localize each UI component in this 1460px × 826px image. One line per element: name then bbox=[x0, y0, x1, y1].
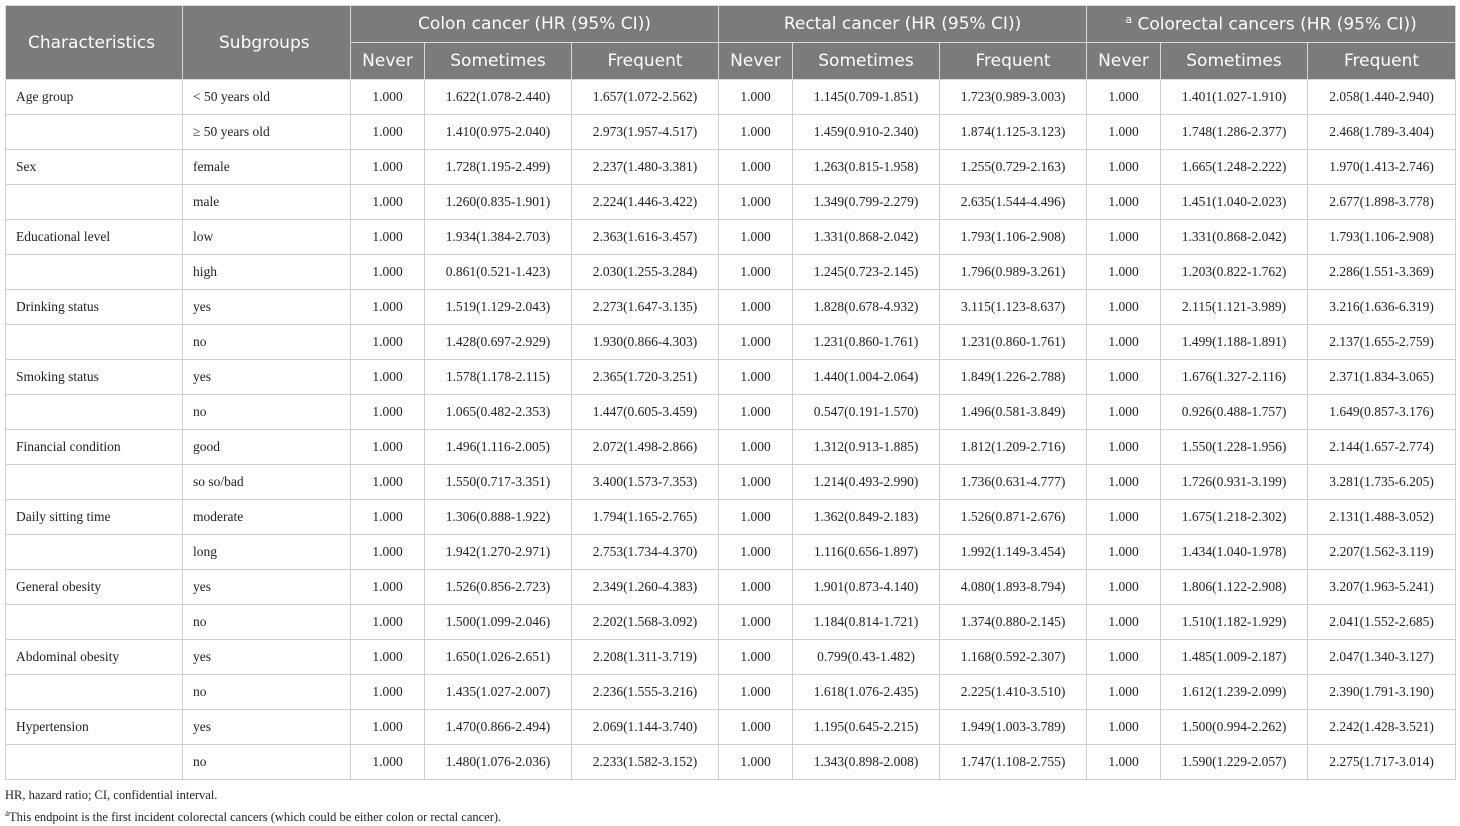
cell-value: 2.349(1.260-4.383) bbox=[572, 570, 719, 605]
cell-value: 1.500(0.994-2.262) bbox=[1161, 710, 1308, 745]
cell-value: 1.000 bbox=[719, 150, 793, 185]
cell-value: 1.849(1.226-2.788) bbox=[940, 360, 1087, 395]
cell-value: 0.861(0.521-1.423) bbox=[425, 255, 572, 290]
cell-value: 1.065(0.482-2.353) bbox=[425, 395, 572, 430]
cell-value: 1.736(0.631-4.777) bbox=[940, 465, 1087, 500]
cell-value: 1.116(0.656-1.897) bbox=[793, 535, 940, 570]
header-colorectal-sometimes: Sometimes bbox=[1161, 43, 1308, 80]
cell-value: 1.942(1.270-2.971) bbox=[425, 535, 572, 570]
cell-value: 1.434(1.040-1.978) bbox=[1161, 535, 1308, 570]
cell-characteristic bbox=[6, 535, 183, 570]
cell-value: 2.030(1.255-3.284) bbox=[572, 255, 719, 290]
cell-value: 1.245(0.723-2.145) bbox=[793, 255, 940, 290]
cell-value: 1.806(1.122-2.908) bbox=[1161, 570, 1308, 605]
cell-value: 3.216(1.636-6.319) bbox=[1308, 290, 1456, 325]
cell-value: 1.000 bbox=[719, 640, 793, 675]
cell-value: 1.428(0.697-2.929) bbox=[425, 325, 572, 360]
cell-value: 1.590(1.229-2.057) bbox=[1161, 745, 1308, 780]
cell-characteristic bbox=[6, 745, 183, 780]
header-colorectal bbox=[1087, 6, 1456, 43]
cell-value: 1.665(1.248-2.222) bbox=[1161, 150, 1308, 185]
cell-value: 1.000 bbox=[1087, 220, 1161, 255]
cell-value: 1.000 bbox=[1087, 535, 1161, 570]
cell-value: 1.000 bbox=[1087, 745, 1161, 780]
cell-value: 1.519(1.129-2.043) bbox=[425, 290, 572, 325]
cell-value: 1.000 bbox=[719, 80, 793, 115]
cell-characteristic: Age group bbox=[6, 80, 183, 115]
footnote-abbreviations: HR, hazard ratio; CI, confidential interval. bbox=[5, 788, 218, 802]
cell-characteristic bbox=[6, 255, 183, 290]
cell-value: 1.812(1.209-2.716) bbox=[940, 430, 1087, 465]
cell-subgroup: female bbox=[183, 150, 351, 185]
cell-value: 2.207(1.562-3.119) bbox=[1308, 535, 1456, 570]
cell-value: 1.000 bbox=[1087, 430, 1161, 465]
cell-characteristic bbox=[6, 325, 183, 360]
cell-value: 1.510(1.182-1.929) bbox=[1161, 605, 1308, 640]
cell-value: 1.612(1.239-2.099) bbox=[1161, 675, 1308, 710]
table-row bbox=[6, 605, 1456, 640]
cell-value: 1.934(1.384-2.703) bbox=[425, 220, 572, 255]
table-row bbox=[6, 255, 1456, 290]
table-row bbox=[6, 220, 1456, 255]
cell-value: 1.000 bbox=[1087, 290, 1161, 325]
cell-value: 2.365(1.720-3.251) bbox=[572, 360, 719, 395]
cell-value: 1.000 bbox=[351, 570, 425, 605]
cell-value: 1.618(1.076-2.435) bbox=[793, 675, 940, 710]
cell-characteristic bbox=[6, 675, 183, 710]
cell-value: 1.992(1.149-3.454) bbox=[940, 535, 1087, 570]
cell-value: 2.468(1.789-3.404) bbox=[1308, 115, 1456, 150]
table-body bbox=[6, 80, 1456, 780]
cell-value: 1.260(0.835-1.901) bbox=[425, 185, 572, 220]
cell-value: 1.000 bbox=[1087, 465, 1161, 500]
cell-value: 1.728(1.195-2.499) bbox=[425, 150, 572, 185]
cell-value: 1.000 bbox=[1087, 185, 1161, 220]
cell-value: 2.115(1.121-3.989) bbox=[1161, 290, 1308, 325]
cell-value: 1.550(1.228-1.956) bbox=[1161, 430, 1308, 465]
cell-value: 1.000 bbox=[351, 115, 425, 150]
header-rectal-frequent: Frequent bbox=[940, 43, 1087, 80]
cell-value: 2.047(1.340-3.127) bbox=[1308, 640, 1456, 675]
header-row-1 bbox=[6, 6, 1456, 43]
cell-value: 1.793(1.106-2.908) bbox=[1308, 220, 1456, 255]
cell-value: 1.000 bbox=[1087, 325, 1161, 360]
header-rectal-never: Never bbox=[719, 43, 793, 80]
cell-value: 1.401(1.027-1.910) bbox=[1161, 80, 1308, 115]
cell-characteristic: Daily sitting time bbox=[6, 500, 183, 535]
footnote-note: This endpoint is the first incident colorectal cancers (which could be either colon or rectal cancer). bbox=[9, 810, 502, 825]
cell-subgroup: good bbox=[183, 430, 351, 465]
cell-value: 1.793(1.106-2.908) bbox=[940, 220, 1087, 255]
cell-value: 1.306(0.888-1.922) bbox=[425, 500, 572, 535]
cell-value: 1.459(0.910-2.340) bbox=[793, 115, 940, 150]
cell-value: 0.547(0.191-1.570) bbox=[793, 395, 940, 430]
cell-value: 1.000 bbox=[1087, 675, 1161, 710]
cell-value: 1.000 bbox=[1087, 395, 1161, 430]
cell-subgroup: yes bbox=[183, 290, 351, 325]
cell-value: 1.526(0.871-2.676) bbox=[940, 500, 1087, 535]
hazard-ratio-table bbox=[5, 5, 1456, 780]
cell-value: 1.000 bbox=[719, 290, 793, 325]
cell-value: 2.137(1.655-2.759) bbox=[1308, 325, 1456, 360]
cell-value: 1.526(0.856-2.723) bbox=[425, 570, 572, 605]
cell-value: 1.747(1.108-2.755) bbox=[940, 745, 1087, 780]
cell-value: 0.926(0.488-1.757) bbox=[1161, 395, 1308, 430]
cell-value: 1.255(0.729-2.163) bbox=[940, 150, 1087, 185]
footnotes bbox=[5, 786, 1455, 826]
cell-value: 1.000 bbox=[351, 360, 425, 395]
cell-value: 1.203(0.822-1.762) bbox=[1161, 255, 1308, 290]
cell-value: 1.949(1.003-3.789) bbox=[940, 710, 1087, 745]
cell-value: 1.000 bbox=[719, 395, 793, 430]
cell-value: 1.000 bbox=[351, 395, 425, 430]
table-row bbox=[6, 80, 1456, 115]
header-characteristics: Characteristics bbox=[6, 6, 183, 80]
cell-value: 1.000 bbox=[719, 220, 793, 255]
header-colon-sometimes: Sometimes bbox=[425, 43, 572, 80]
cell-value: 2.058(1.440-2.940) bbox=[1308, 80, 1456, 115]
cell-characteristic: Educational level bbox=[6, 220, 183, 255]
cell-value: 2.273(1.647-3.135) bbox=[572, 290, 719, 325]
cell-value: 1.231(0.860-1.761) bbox=[793, 325, 940, 360]
cell-value: 1.499(1.188-1.891) bbox=[1161, 325, 1308, 360]
cell-value: 1.263(0.815-1.958) bbox=[793, 150, 940, 185]
cell-subgroup: long bbox=[183, 535, 351, 570]
cell-value: 1.000 bbox=[351, 500, 425, 535]
cell-value: 1.331(0.868-2.042) bbox=[793, 220, 940, 255]
cell-characteristic bbox=[6, 115, 183, 150]
cell-value: 1.451(1.040-2.023) bbox=[1161, 185, 1308, 220]
cell-value: 1.000 bbox=[719, 430, 793, 465]
cell-value: 1.000 bbox=[1087, 360, 1161, 395]
cell-value: 1.485(1.009-2.187) bbox=[1161, 640, 1308, 675]
cell-value: 1.410(0.975-2.040) bbox=[425, 115, 572, 150]
cell-value: 3.281(1.735-6.205) bbox=[1308, 465, 1456, 500]
cell-subgroup: no bbox=[183, 745, 351, 780]
header-colon-never: Never bbox=[351, 43, 425, 80]
table-row bbox=[6, 115, 1456, 150]
cell-value: 1.349(0.799-2.279) bbox=[793, 185, 940, 220]
cell-value: 1.000 bbox=[351, 535, 425, 570]
cell-value: 1.000 bbox=[1087, 150, 1161, 185]
cell-value: 1.828(0.678-4.932) bbox=[793, 290, 940, 325]
table-row bbox=[6, 640, 1456, 675]
cell-value: 1.000 bbox=[719, 115, 793, 150]
cell-value: 1.000 bbox=[719, 605, 793, 640]
cell-subgroup: ≥ 50 years old bbox=[183, 115, 351, 150]
header-subgroups: Subgroups bbox=[183, 6, 351, 80]
cell-value: 1.000 bbox=[719, 325, 793, 360]
cell-value: 1.000 bbox=[719, 675, 793, 710]
cell-value: 2.753(1.734-4.370) bbox=[572, 535, 719, 570]
table-row bbox=[6, 430, 1456, 465]
cell-value: 1.000 bbox=[351, 675, 425, 710]
cell-value: 1.374(0.880-2.145) bbox=[940, 605, 1087, 640]
cell-value: 3.115(1.123-8.637) bbox=[940, 290, 1087, 325]
cell-characteristic bbox=[6, 395, 183, 430]
cell-value: 1.231(0.860-1.761) bbox=[940, 325, 1087, 360]
cell-value: 1.496(1.116-2.005) bbox=[425, 430, 572, 465]
cell-value: 1.726(0.931-3.199) bbox=[1161, 465, 1308, 500]
cell-value: 1.195(0.645-2.215) bbox=[793, 710, 940, 745]
table-row bbox=[6, 290, 1456, 325]
cell-value: 1.168(0.592-2.307) bbox=[940, 640, 1087, 675]
table-row bbox=[6, 745, 1456, 780]
cell-value: 1.343(0.898-2.008) bbox=[793, 745, 940, 780]
cell-value: 1.000 bbox=[1087, 570, 1161, 605]
cell-value: 2.236(1.555-3.216) bbox=[572, 675, 719, 710]
cell-value: 1.657(1.072-2.562) bbox=[572, 80, 719, 115]
cell-characteristic: Hypertension bbox=[6, 710, 183, 745]
cell-value: 1.214(0.493-2.990) bbox=[793, 465, 940, 500]
cell-value: 1.000 bbox=[351, 605, 425, 640]
cell-subgroup: male bbox=[183, 185, 351, 220]
header-rectal: Rectal cancer (HR (95% CI)) bbox=[719, 6, 1087, 43]
cell-value: 1.447(0.605-3.459) bbox=[572, 395, 719, 430]
cell-value: 2.131(1.488-3.052) bbox=[1308, 500, 1456, 535]
cell-value: 1.440(1.004-2.064) bbox=[793, 360, 940, 395]
cell-value: 1.796(0.989-3.261) bbox=[940, 255, 1087, 290]
cell-value: 1.000 bbox=[351, 220, 425, 255]
table-row bbox=[6, 360, 1456, 395]
cell-value: 1.676(1.327-2.116) bbox=[1161, 360, 1308, 395]
cell-subgroup: high bbox=[183, 255, 351, 290]
header-colorectal-frequent: Frequent bbox=[1308, 43, 1456, 80]
cell-value: 1.362(0.849-2.183) bbox=[793, 500, 940, 535]
cell-characteristic bbox=[6, 185, 183, 220]
cell-value: 1.000 bbox=[1087, 255, 1161, 290]
cell-value: 1.930(0.866-4.303) bbox=[572, 325, 719, 360]
cell-value: 1.578(1.178-2.115) bbox=[425, 360, 572, 395]
cell-value: 1.794(1.165-2.765) bbox=[572, 500, 719, 535]
cell-value: 2.041(1.552-2.685) bbox=[1308, 605, 1456, 640]
cell-value: 1.000 bbox=[719, 185, 793, 220]
cell-value: 2.286(1.551-3.369) bbox=[1308, 255, 1456, 290]
cell-value: 1.970(1.413-2.746) bbox=[1308, 150, 1456, 185]
cell-value: 1.496(0.581-3.849) bbox=[940, 395, 1087, 430]
cell-value: 1.874(1.125-3.123) bbox=[940, 115, 1087, 150]
cell-value: 1.000 bbox=[719, 465, 793, 500]
cell-characteristic: Sex bbox=[6, 150, 183, 185]
cell-value: 1.145(0.709-1.851) bbox=[793, 80, 940, 115]
cell-value: 1.000 bbox=[719, 255, 793, 290]
cell-value: 1.748(1.286-2.377) bbox=[1161, 115, 1308, 150]
cell-value: 1.000 bbox=[351, 255, 425, 290]
cell-value: 2.242(1.428-3.521) bbox=[1308, 710, 1456, 745]
cell-value: 1.000 bbox=[351, 290, 425, 325]
cell-value: 1.675(1.218-2.302) bbox=[1161, 500, 1308, 535]
cell-value: 3.400(1.573-7.353) bbox=[572, 465, 719, 500]
cell-subgroup: yes bbox=[183, 360, 351, 395]
cell-value: 2.275(1.717-3.014) bbox=[1308, 745, 1456, 780]
cell-value: 1.000 bbox=[1087, 500, 1161, 535]
cell-value: 2.237(1.480-3.381) bbox=[572, 150, 719, 185]
cell-subgroup: yes bbox=[183, 710, 351, 745]
table-row bbox=[6, 675, 1456, 710]
header-colorectal-sup: a bbox=[1125, 13, 1133, 27]
cell-value: 1.901(0.873-4.140) bbox=[793, 570, 940, 605]
cell-value: 1.500(1.099-2.046) bbox=[425, 605, 572, 640]
cell-value: 1.000 bbox=[351, 150, 425, 185]
cell-value: 2.371(1.834-3.065) bbox=[1308, 360, 1456, 395]
cell-value: 2.144(1.657-2.774) bbox=[1308, 430, 1456, 465]
cell-value: 2.072(1.498-2.866) bbox=[572, 430, 719, 465]
cell-value: 2.224(1.446-3.422) bbox=[572, 185, 719, 220]
cell-value: 1.000 bbox=[351, 185, 425, 220]
table-row bbox=[6, 465, 1456, 500]
cell-characteristic: Financial condition bbox=[6, 430, 183, 465]
cell-subgroup: low bbox=[183, 220, 351, 255]
cell-value: 2.233(1.582-3.152) bbox=[572, 745, 719, 780]
cell-characteristic: Drinking status bbox=[6, 290, 183, 325]
cell-value: 1.650(1.026-2.651) bbox=[425, 640, 572, 675]
cell-value: 1.184(0.814-1.721) bbox=[793, 605, 940, 640]
cell-subgroup: yes bbox=[183, 570, 351, 605]
cell-characteristic bbox=[6, 465, 183, 500]
table-row bbox=[6, 570, 1456, 605]
cell-value: 1.000 bbox=[719, 570, 793, 605]
table-row bbox=[6, 500, 1456, 535]
cell-characteristic: Abdominal obesity bbox=[6, 640, 183, 675]
cell-value: 2.202(1.568-3.092) bbox=[572, 605, 719, 640]
cell-value: 1.000 bbox=[719, 535, 793, 570]
cell-value: 2.390(1.791-3.190) bbox=[1308, 675, 1456, 710]
cell-value: 2.363(1.616-3.457) bbox=[572, 220, 719, 255]
header-colorectal-never: Never bbox=[1087, 43, 1161, 80]
cell-value: 1.000 bbox=[351, 465, 425, 500]
cell-subgroup: no bbox=[183, 325, 351, 360]
table-row bbox=[6, 325, 1456, 360]
cell-value: 2.225(1.410-3.510) bbox=[940, 675, 1087, 710]
cell-value: 1.000 bbox=[1087, 605, 1161, 640]
table-container bbox=[5, 5, 1455, 826]
footnote-sup: a bbox=[5, 808, 9, 818]
cell-value: 1.000 bbox=[1087, 640, 1161, 675]
cell-value: 1.435(1.027-2.007) bbox=[425, 675, 572, 710]
cell-value: 1.000 bbox=[351, 80, 425, 115]
cell-value: 1.470(0.866-2.494) bbox=[425, 710, 572, 745]
cell-subgroup: so so/bad bbox=[183, 465, 351, 500]
cell-value: 2.677(1.898-3.778) bbox=[1308, 185, 1456, 220]
cell-value: 2.635(1.544-4.496) bbox=[940, 185, 1087, 220]
header-colorectal-label: Colorectal cancers (HR (95% CI)) bbox=[1137, 14, 1417, 35]
header-rectal-sometimes: Sometimes bbox=[793, 43, 940, 80]
cell-value: 1.000 bbox=[719, 500, 793, 535]
cell-value: 1.000 bbox=[351, 710, 425, 745]
cell-value: 1.000 bbox=[719, 710, 793, 745]
cell-value: 1.000 bbox=[719, 360, 793, 395]
cell-subgroup: < 50 years old bbox=[183, 80, 351, 115]
cell-subgroup: no bbox=[183, 395, 351, 430]
table-row bbox=[6, 710, 1456, 745]
cell-subgroup: yes bbox=[183, 640, 351, 675]
cell-value: 1.000 bbox=[1087, 115, 1161, 150]
cell-value: 1.000 bbox=[351, 745, 425, 780]
cell-value: 2.973(1.957-4.517) bbox=[572, 115, 719, 150]
cell-value: 1.000 bbox=[351, 430, 425, 465]
cell-value: 1.649(0.857-3.176) bbox=[1308, 395, 1456, 430]
cell-value: 1.723(0.989-3.003) bbox=[940, 80, 1087, 115]
table-row bbox=[6, 185, 1456, 220]
header-colon-frequent: Frequent bbox=[572, 43, 719, 80]
table-row bbox=[6, 395, 1456, 430]
cell-value: 0.799(0.43-1.482) bbox=[793, 640, 940, 675]
cell-subgroup: no bbox=[183, 675, 351, 710]
cell-characteristic bbox=[6, 605, 183, 640]
cell-value: 1.000 bbox=[351, 640, 425, 675]
header-colon: Colon cancer (HR (95% CI)) bbox=[351, 6, 719, 43]
cell-value: 1.000 bbox=[351, 325, 425, 360]
table-row bbox=[6, 535, 1456, 570]
cell-value: 1.480(1.076-2.036) bbox=[425, 745, 572, 780]
cell-value: 1.000 bbox=[1087, 80, 1161, 115]
cell-value: 1.622(1.078-2.440) bbox=[425, 80, 572, 115]
cell-value: 1.550(0.717-3.351) bbox=[425, 465, 572, 500]
cell-value: 1.000 bbox=[1087, 710, 1161, 745]
cell-value: 2.208(1.311-3.719) bbox=[572, 640, 719, 675]
cell-characteristic: Smoking status bbox=[6, 360, 183, 395]
cell-subgroup: no bbox=[183, 605, 351, 640]
cell-characteristic: General obesity bbox=[6, 570, 183, 605]
cell-value: 1.312(0.913-1.885) bbox=[793, 430, 940, 465]
cell-value: 2.069(1.144-3.740) bbox=[572, 710, 719, 745]
cell-value: 3.207(1.963-5.241) bbox=[1308, 570, 1456, 605]
cell-value: 4.080(1.893-8.794) bbox=[940, 570, 1087, 605]
cell-subgroup: moderate bbox=[183, 500, 351, 535]
cell-value: 1.000 bbox=[719, 745, 793, 780]
cell-value: 1.331(0.868-2.042) bbox=[1161, 220, 1308, 255]
table-row bbox=[6, 150, 1456, 185]
